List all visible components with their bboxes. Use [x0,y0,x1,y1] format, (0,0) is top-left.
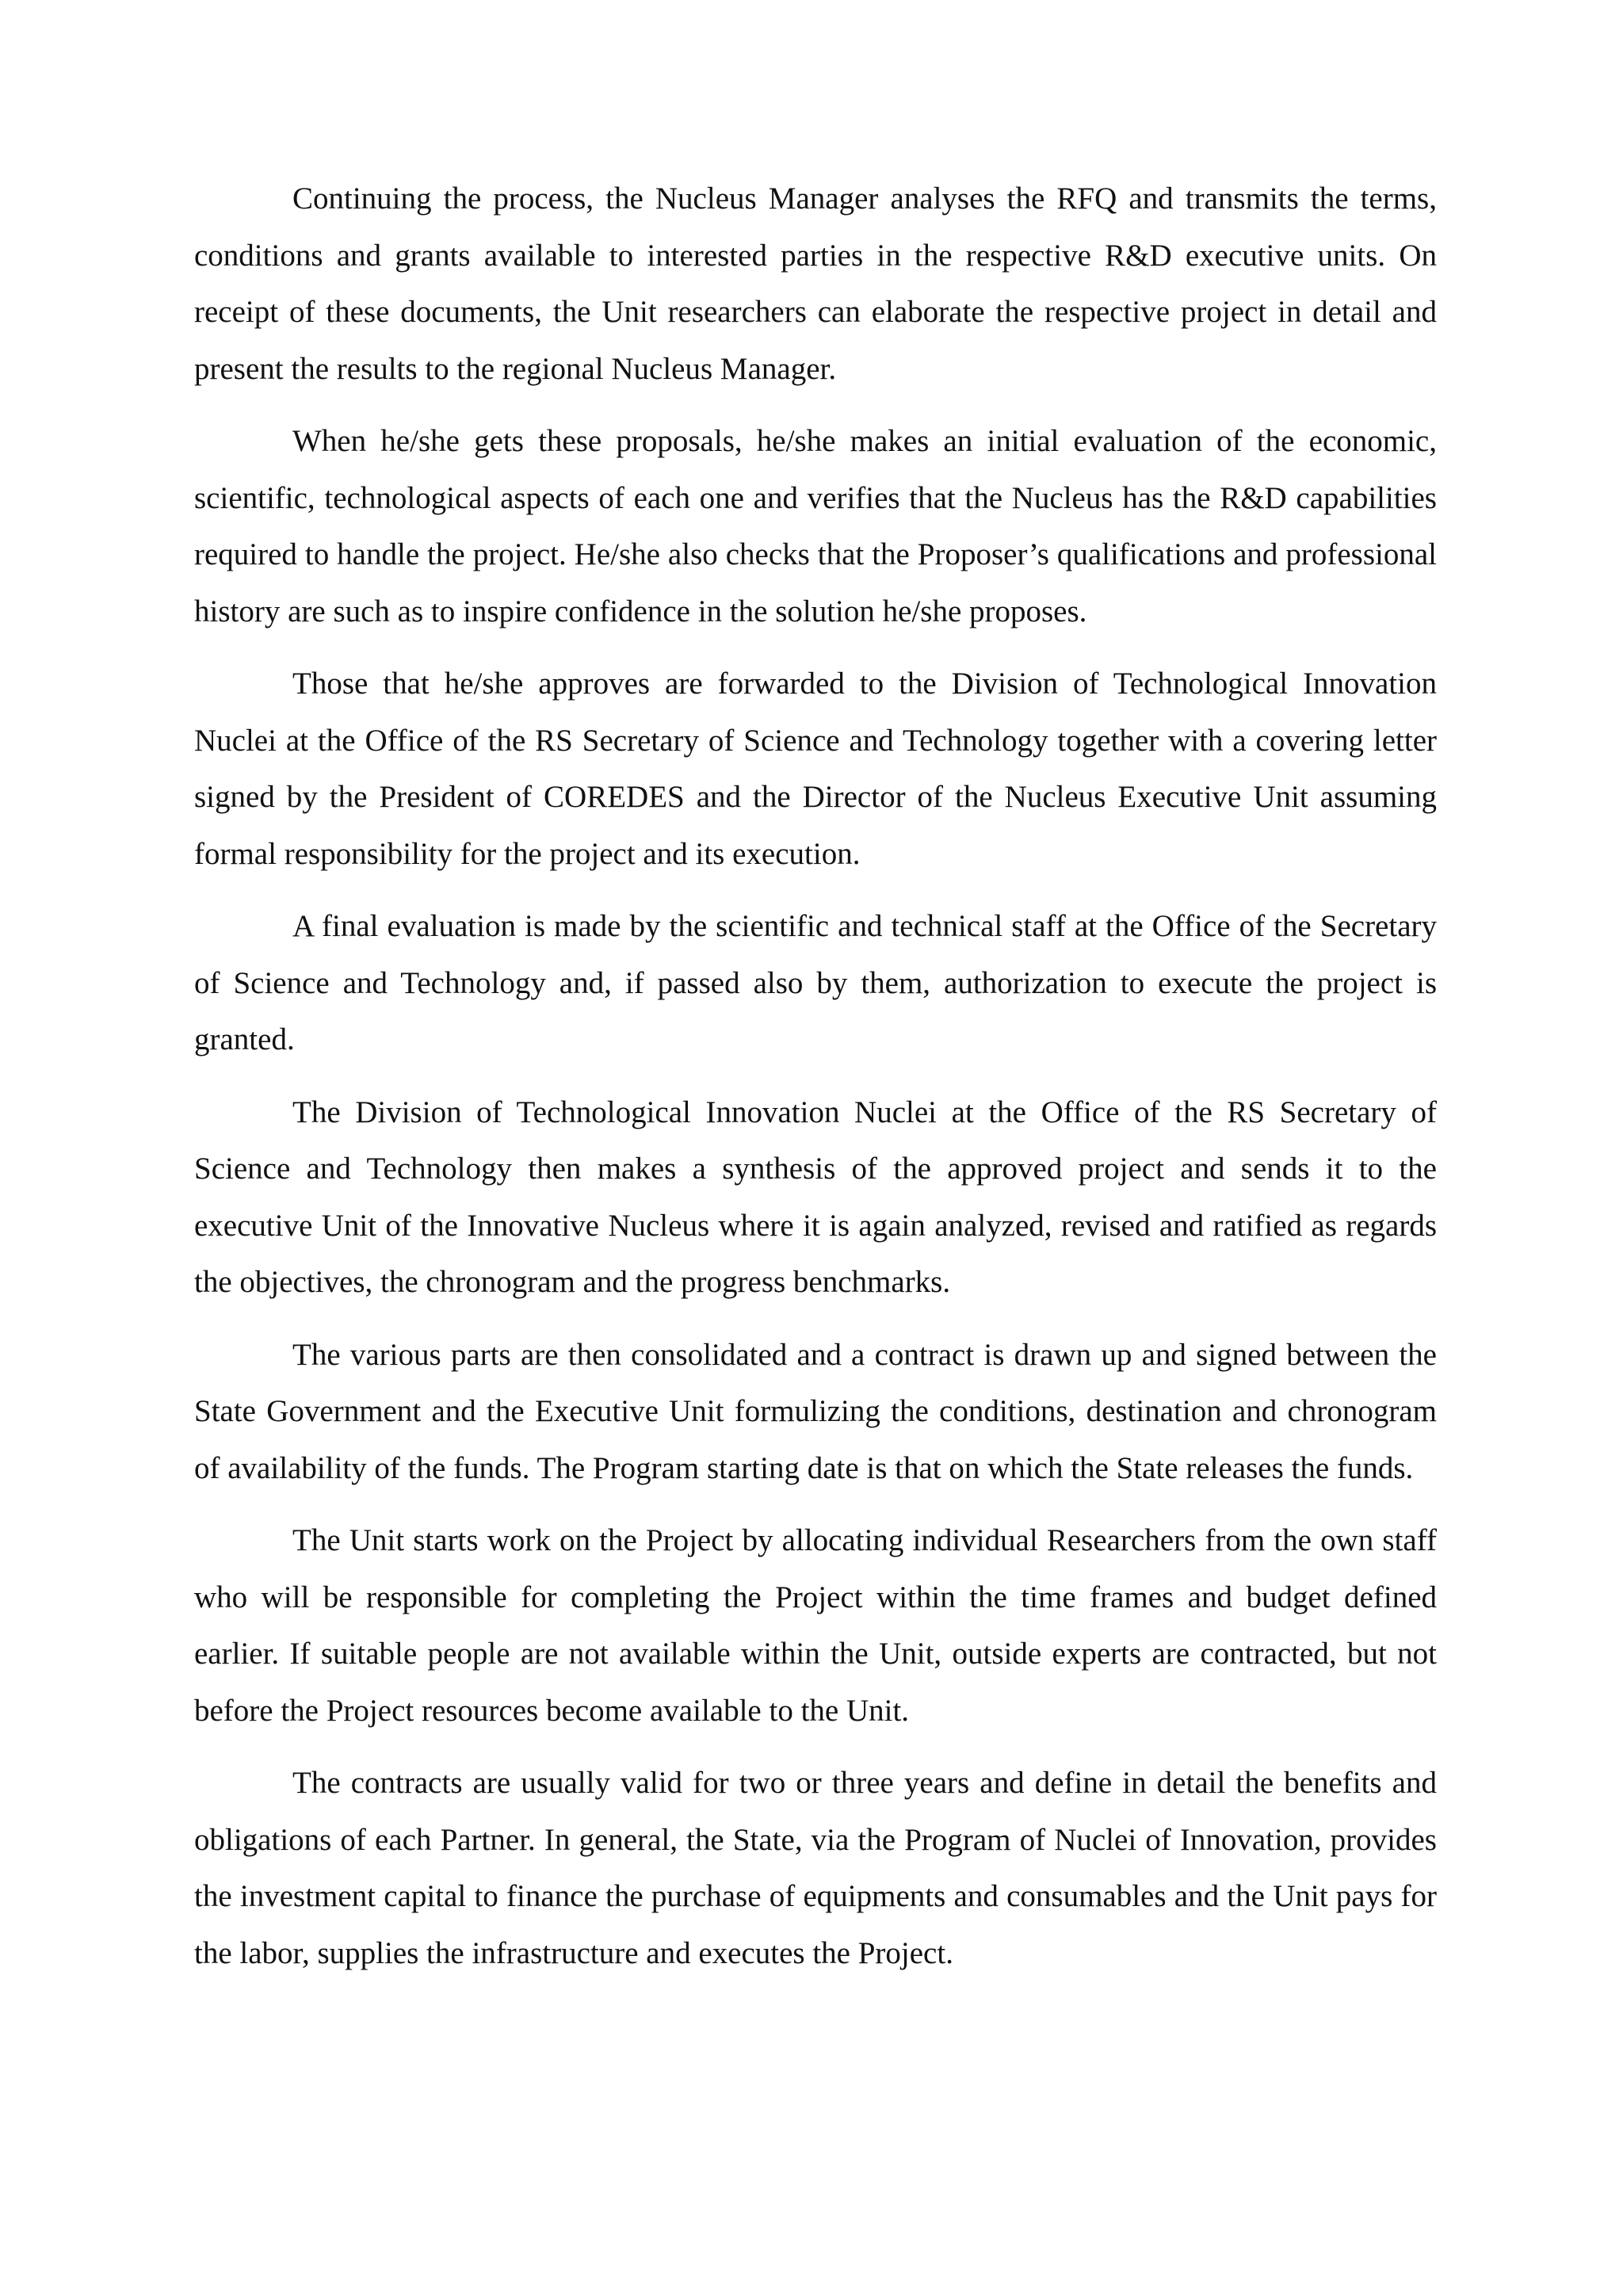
paragraph-6: The various parts are then consolidated and a contract is drawn up and signed between the State Government and the Executive Unit formulizing the conditions, destination and chronogram of availability of the funds. The Program starting date is that on which the State releases the funds. [194,1337,1437,1485]
paragraph-8: The contracts are usually valid for two or three years and define in detail the benefits and obligations of each Partner. In general, the State, via the Program of Nuclei of Innovation, provides the investment capital to finance the purchase of equipments and consumables and the Unit pays for the labor, supplies the infrastructure and executes the Project. [194,1766,1437,1970]
paragraph-4: A final evaluation is made by the scientific and technical staff at the Office of the Secretary of Science and Technology and, if passed also by them, authorization to execute the project is granted. [194,909,1437,1056]
paragraph-7: The Unit starts work on the Project by allocating individual Researchers from the own staff who will be responsible for completing the Project within the time frames and budget defined earlier. If suitable people are not available within the Unit, outside experts are contracted, but not before the Project resources become available to the Unit. [194,1523,1437,1728]
paragraph-3: Those that he/she approves are forwarded to the Division of Technological Innovation Nuclei at the Office of the RS Secretary of Science and Technology together with a covering letter signed by the President of COREDES and the Director of the Nucleus Executive Unit assuming formal responsibility for the project and its execution. [194,667,1437,871]
document-page [194,170,1437,1997]
paragraph-2: When he/she gets these proposals, he/she makes an initial evaluation of the economic, scientific, technological aspects of each one and verifies that the Nucleus has the R&D capabilities required to handle the project. He/she also checks that the Proposer’s qualifications and professional history are such as to inspire confidence in the solution he/she proposes. [194,424,1437,628]
paragraph-5: The Division of Technological Innovation Nuclei at the Office of the RS Secretary of Science and Technology then makes a synthesis of the approved project and sends it to the executive Unit of the Innovative Nucleus where it is again analyzed, revised and ratified as regards the objectives, the chronogram and the progress benchmarks. [194,1095,1437,1299]
paragraph-1: Continuing the process, the Nucleus Manager analyses the RFQ and transmits the terms, conditions and grants available to interested parties in the respective R&D executive units. On receipt of these documents, the Unit researchers can elaborate the respective project in detail and present the results to the regional Nucleus Manager. [194,181,1437,386]
